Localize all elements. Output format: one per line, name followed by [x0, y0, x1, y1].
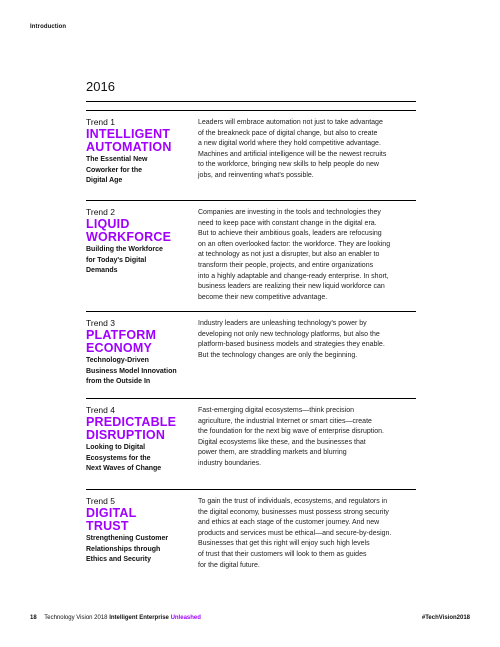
body-line: products and services must be ethical—and secure-by-design. — [198, 529, 392, 537]
trend-subtitle-line: Technology-Driven — [86, 357, 149, 364]
trend-subtitle-line: Coworker for the — [86, 166, 143, 174]
body-line: platform-based business models and strategies they enable. — [198, 341, 385, 349]
trend-subtitle — [86, 356, 194, 388]
trend-title-line: AUTOMATION — [86, 139, 172, 154]
trend-title-line: WORKFORCE — [86, 229, 172, 244]
trend-title-line: DIGITAL — [86, 506, 137, 520]
body-line: into a highly adaptable and change-ready enterprise. In short, — [198, 272, 389, 280]
trend-subtitle — [86, 443, 194, 475]
body-line: on an often overlooked factor: the workforce. They are looking — [198, 240, 391, 248]
body-line: developing not only new technology platforms, but also the — [198, 330, 380, 338]
trend-description — [198, 319, 416, 361]
report-title-accent: Unleashed — [170, 615, 201, 621]
trend-subtitle-line: The Essential New — [86, 156, 148, 163]
trend-subtitle-line: Business Model Innovation — [86, 367, 177, 375]
trend-divider — [86, 398, 416, 399]
trend-subtitle-line: Next Waves of Change — [86, 465, 162, 472]
body-line: Digital ecosystems like these, and the businesses that — [198, 438, 366, 446]
body-line: of the breakneck pace of digital change, but also to create — [198, 129, 378, 137]
body-line: power them, are straddling markets and blurring — [198, 449, 347, 457]
trend-title-line: PLATFORM — [86, 328, 157, 342]
body-line: transform their people, projects, and entire organizations — [198, 261, 374, 269]
trend-subtitle-line: from the Outside In — [86, 378, 151, 385]
trend-subtitle-line: Strengthening Customer — [86, 535, 169, 542]
trend-title-line: ECONOMY — [86, 340, 152, 355]
trend-title — [86, 128, 194, 153]
trend-title-line: PREDICTABLE — [86, 415, 177, 429]
trend-number: Trend 3 — [86, 318, 115, 328]
trend-description — [198, 497, 416, 571]
trend-subtitle-line: for Today's Digital — [86, 256, 147, 264]
trend-subtitle-line: Demands — [86, 267, 118, 274]
trend-divider — [86, 489, 416, 490]
trend-number: Trend 1 — [86, 117, 115, 127]
trend-subtitle-line: Ethics and Security — [86, 556, 151, 563]
trend-description — [198, 118, 416, 182]
trend-divider — [86, 200, 416, 201]
trend-subtitle-line: Relationships through — [86, 545, 161, 553]
body-line: the foundation for the next big wave of enterprise disruption. — [198, 428, 385, 436]
trend-description — [198, 208, 416, 303]
trend-subtitle-line: Building the Workforce — [86, 246, 163, 253]
trend-title — [86, 218, 194, 243]
footer-left — [30, 615, 201, 621]
trend-title — [86, 507, 194, 532]
trend-heading-group — [86, 117, 194, 187]
trend-title-line: TRUST — [86, 518, 129, 533]
trend-title-line: DISRUPTION — [86, 427, 166, 442]
trend-subtitle — [86, 155, 194, 187]
body-line: Businesses that get this right will enjoy such high levels — [198, 540, 370, 548]
body-line: to the workforce, bringing new skills to help people do new — [198, 161, 379, 169]
body-line: jobs, and reinventing what's possible. — [198, 171, 314, 179]
page-number: 18 — [30, 615, 37, 621]
trend-subtitle — [86, 245, 194, 277]
trend-divider — [86, 110, 416, 111]
footer-hashtag: #TechVision2018 — [421, 615, 470, 621]
body-line: of trust that their customers will look to them as guides — [198, 550, 367, 558]
trend-title-line: LIQUID — [86, 217, 130, 231]
report-title-bold: Intelligent Enterprise — [109, 615, 169, 621]
trend-number: Trend 4 — [86, 405, 115, 415]
body-line: Machines and artificial intelligence will be the newest recruits — [198, 150, 387, 158]
body-line: and ethics at each stage of the customer journey. And new — [198, 519, 380, 527]
body-line: industry boundaries. — [198, 459, 262, 467]
body-line: at technology as not just a disrupter, but also an enabler to — [198, 251, 380, 259]
trend-subtitle-line: Ecosystems for the — [86, 454, 151, 462]
body-line: But the technology changes are only the beginning. — [198, 351, 358, 359]
body-line: the digital economy, businesses must possess strong security — [198, 508, 389, 516]
body-line: Fast-emerging digital ecosystems—think precision — [198, 407, 355, 414]
year-heading: 2016 — [86, 79, 115, 94]
body-line: a new digital world where they hold competitive advantage. — [198, 140, 381, 148]
trend-heading-group — [86, 405, 194, 475]
trend-divider — [86, 311, 416, 312]
trend-number: Trend 2 — [86, 207, 115, 217]
body-line: need to keep pace with constant change in the digital era. — [198, 219, 377, 227]
trend-heading-group — [86, 496, 194, 566]
section-label: Introduction — [30, 24, 67, 30]
trend-description — [198, 406, 416, 470]
trend-subtitle — [86, 534, 194, 566]
body-line: Companies are investing in the tools and technologies they — [198, 209, 381, 216]
body-line: Industry leaders are unleashing technology's power by — [198, 320, 367, 327]
body-line: agriculture, the industrial Internet or smart cities—create — [198, 417, 372, 425]
trend-heading-group — [86, 318, 194, 388]
body-line: To gain the trust of individuals, ecosystems, and regulators in — [198, 498, 388, 505]
trend-number: Trend 5 — [86, 496, 115, 506]
trend-subtitle-line: Looking to Digital — [86, 444, 146, 451]
year-divider — [86, 101, 416, 102]
trend-subtitle-line: Digital Age — [86, 177, 123, 184]
body-line: become their new competitive advantage. — [198, 293, 328, 301]
body-line: Leaders will embrace automation not just to take advantage — [198, 119, 383, 126]
trend-title — [86, 416, 194, 441]
body-line: for the digital future. — [198, 561, 260, 569]
trend-heading-group — [86, 207, 194, 277]
report-name: Technology Vision 2018 — [44, 615, 108, 621]
trend-title — [86, 329, 194, 354]
trend-title-line: INTELLIGENT — [86, 127, 171, 141]
body-line: business leaders are realizing their new liquid workforce can — [198, 283, 385, 291]
body-line: But to achieve their ambitious goals, leaders are refocusing — [198, 230, 382, 238]
